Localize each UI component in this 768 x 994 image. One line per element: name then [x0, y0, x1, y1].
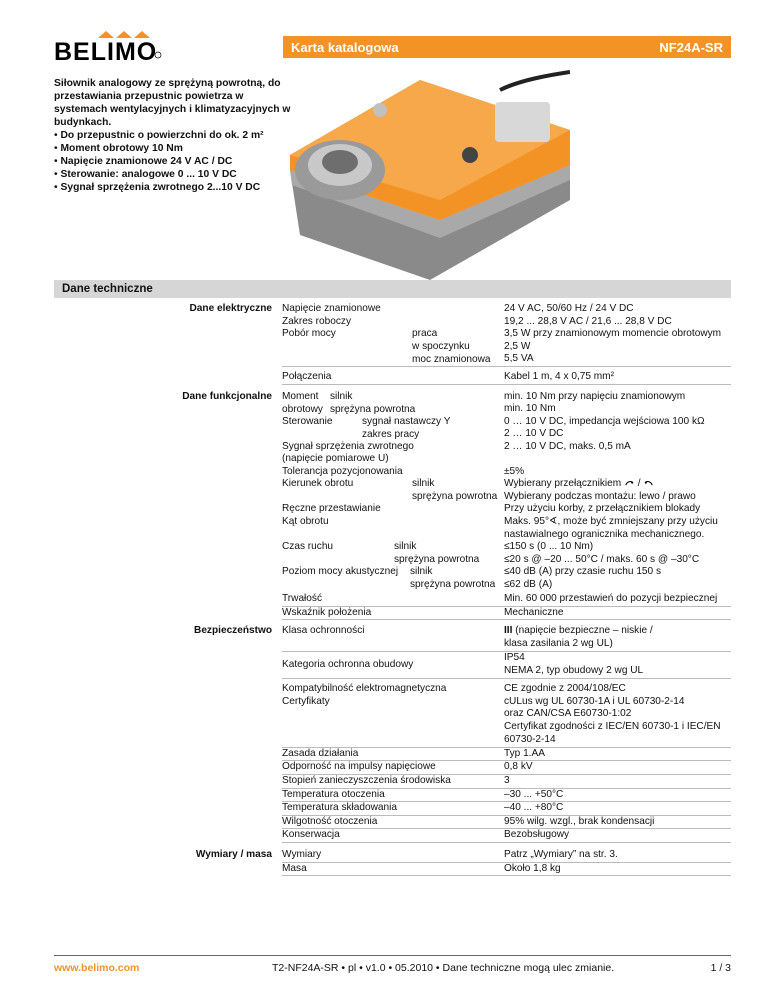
feature-item: • Sterowanie: analogowe 0 ... 10 V DC: [54, 168, 294, 181]
row-value-line: 2,5 W: [504, 340, 531, 352]
section-title: Dane techniczne: [54, 280, 731, 298]
table-row: [282, 789, 731, 803]
table-row: [282, 625, 731, 652]
row-value: [502, 478, 731, 503]
row-value: Min. 60 000 przestawień do pozycji bezpiecznej: [504, 592, 718, 604]
row-value: [502, 566, 731, 591]
table-row: [282, 849, 731, 863]
row-value: 2 … 10 V DC, maks. 0,5 mA: [504, 440, 631, 452]
row-value: 0,8 kV: [504, 761, 533, 773]
footer-website-link[interactable]: www.belimo.com: [54, 962, 140, 974]
row-value-line: ≤40 dB (A) przy czasie ruchu 150 s: [504, 565, 662, 577]
row-value: [502, 541, 731, 566]
footer-document-info: T2-NF24A-SR • pl • v1.0 • 05.2010 • Dane techniczne mogą ulec zmianie.: [272, 962, 615, 974]
row-value-line: Certyfikat zgodności z IEC/EN 60730-1 i IEC/EN: [504, 720, 721, 732]
row-value: Kabel 1 m, 4 x 0,75 mm²: [504, 371, 614, 383]
row-label-text: Moment: [282, 390, 319, 402]
row-value: [502, 696, 731, 747]
row-label: Wskaźnik położenia: [282, 606, 372, 618]
row-label-text: Kierunek obrotu: [282, 478, 354, 490]
row-value: 3: [504, 774, 510, 786]
row-value-line: min. 10 Nm przy napięciu znamionowym: [504, 390, 686, 402]
table-row: [282, 683, 731, 696]
table-row: [282, 416, 731, 441]
table-row: [282, 748, 731, 762]
group-title: Bezpieczeństwo: [194, 625, 272, 637]
group-dimensions: [54, 849, 731, 876]
row-value-line: ≤20 s @ –20 ... 50°C / maks. 60 s @ –30°C: [504, 553, 700, 565]
row-label: [282, 541, 502, 566]
row-label: [282, 566, 502, 591]
table-row: [282, 303, 731, 316]
table-row: [282, 541, 731, 566]
row-label: Wilgotność otoczenia: [282, 815, 378, 827]
row-label: Stopień zanieczyszczenia środowiska: [282, 774, 451, 786]
rotate-ccw-icon: [643, 478, 654, 487]
row-value-line: [504, 478, 731, 491]
row-label: Zakres roboczy: [282, 315, 351, 327]
row-value: [502, 328, 731, 366]
table-row: [282, 328, 731, 367]
table-row: [282, 696, 731, 748]
row-value-text: III: [504, 625, 513, 637]
row-label: Temperatura składowania: [282, 802, 398, 814]
feature-item: • Moment obrotowy 10 Nm: [54, 142, 294, 155]
row-label-text: Czas ruchu: [282, 540, 334, 552]
row-value: 19,2 ... 28,8 V AC / 21,6 ... 28,8 V DC: [504, 315, 672, 327]
row-label: Napięcie znamionowe: [282, 303, 381, 314]
rotate-cw-icon: [624, 478, 635, 487]
table-row: [282, 607, 731, 621]
row-value-line: Maks. 95°∢, może być zmniejszany przy użyciu: [504, 515, 718, 527]
row-label: Wymiary: [282, 848, 322, 860]
group-title: Dane funkcjonalne: [182, 390, 272, 402]
table-row: [282, 566, 731, 591]
row-label: Zasada działania: [282, 747, 359, 759]
row-value: Patrz „Wymiary” na str. 3.: [504, 848, 618, 860]
table-row: [282, 478, 731, 503]
row-value: Około 1,8 kg: [504, 862, 561, 874]
row-value-line: nastawialnego ogranicznika mechanicznego.: [504, 528, 705, 540]
table-row: [282, 391, 731, 416]
row-value: –40 ... +80°C: [504, 802, 564, 814]
intro-description: Siłownik analogowy ze sprężyną powrotną, do przestawiania przepustnic powietrza w systemach wentylacyjnych i klimatyzacyjnych w budynkach.: [54, 78, 291, 128]
row-value: [502, 625, 731, 651]
row-value-line: 3,5 W przy znamionowym momencie obrotowym: [504, 328, 722, 340]
row-value-line: 2 … 10 V DC: [504, 428, 564, 440]
table-row: [282, 516, 731, 541]
row-sublabel: sprężyna powrotna: [330, 403, 416, 415]
row-value: [502, 391, 731, 416]
row-label: [282, 478, 502, 503]
header-bar: [283, 36, 731, 58]
row-sublabel: silnik: [394, 540, 417, 552]
svg-text:BELIMO: BELIMO: [54, 38, 158, 61]
row-sublabel: moc znamionowa: [412, 354, 491, 366]
row-value-line: Wybierany podczas montażu: lewo / prawo: [504, 490, 696, 502]
table-row: [282, 802, 731, 816]
row-value-line: 60730-2-14: [504, 733, 556, 745]
row-value: Bezobsługowy: [504, 829, 570, 841]
row-sublabel: sprężyna powrotna: [412, 491, 498, 503]
row-sublabel: sprężyna powrotna: [410, 578, 496, 590]
header-model: NF24A-SR: [659, 39, 723, 55]
row-sublabel: sygnał nastawczy Y: [362, 415, 451, 427]
actuator-product-image: [270, 60, 570, 280]
intro: [54, 77, 294, 194]
row-value: 24 V AC, 50/60 Hz / 24 V DC: [504, 303, 634, 314]
row-label: Odporność na impulsy napięciowe: [282, 761, 436, 773]
row-sublabel: zakres pracy: [362, 428, 420, 440]
row-label: Tolerancja pozycjonowania: [282, 465, 403, 477]
row-value-line: [504, 625, 731, 638]
row-label: [282, 416, 502, 441]
row-sublabel: silnik: [412, 478, 435, 490]
row-label-text: Poziom mocy akustycznej: [282, 565, 399, 577]
row-value-line: min. 10 Nm: [504, 403, 556, 415]
row-value: –30 ... +50°C: [504, 788, 564, 800]
table-row: [282, 816, 731, 830]
row-value-text: /: [637, 478, 641, 490]
table-row: [282, 761, 731, 775]
row-value: ±5%: [504, 465, 525, 477]
row-label: Masa: [282, 862, 307, 874]
row-value: 95% wilg. wzgl., brak kondensacji: [504, 815, 655, 827]
table-row: [282, 371, 731, 385]
row-value-line: cULus wg UL 60730-1A i UL 60730-2-14: [504, 695, 685, 707]
header-title: Karta katalogowa: [291, 39, 399, 55]
group-functional: [54, 391, 731, 620]
row-label: Kategoria ochronna obudowy: [282, 659, 414, 671]
row-value-line: 0 … 10 V DC, impedancja wejściowa 100 kΩ: [504, 415, 705, 427]
table-row: [282, 441, 731, 466]
spec-table: [54, 303, 731, 876]
feature-list: [54, 129, 294, 194]
row-value: [502, 516, 731, 541]
row-value: [502, 652, 731, 678]
row-sublabel: praca: [412, 328, 438, 340]
group-safety: [54, 625, 731, 843]
row-sublabel: silnik: [330, 390, 353, 402]
row-value-text: Wybierany przełącznikiem: [504, 478, 622, 490]
row-value-text: (napięcie bezpieczne – niskie /: [512, 625, 653, 637]
row-label: Konserwacja: [282, 829, 340, 841]
row-label: Trwałość: [282, 592, 323, 604]
row-value-line: NEMA 2, typ obudowy 2 wg UL: [504, 664, 644, 676]
row-value: CE zgodnie z 2004/108/EC: [504, 683, 626, 695]
row-value-line: klasa zasilania 2 wg UL): [504, 637, 613, 649]
row-label: Kąt obrotu: [282, 515, 329, 527]
footer-divider: [54, 955, 731, 956]
table-row: [282, 593, 731, 607]
row-value-line: ≤62 dB (A): [504, 578, 553, 590]
row-value-line: IP54: [504, 652, 525, 664]
row-label: [282, 328, 502, 366]
row-label-text: Sterowanie: [282, 415, 333, 427]
row-label: Połączenia: [282, 371, 332, 383]
row-label: Certyfikaty: [282, 695, 330, 707]
page-number: 1 / 3: [710, 962, 731, 974]
row-label: Ręczne przestawianie: [282, 503, 381, 515]
row-label: Klasa ochronności: [282, 625, 365, 637]
row-value: [502, 416, 731, 441]
group-title: Dane elektryczne: [189, 303, 272, 314]
group-electrical: [54, 303, 731, 385]
row-sublabel: sprężyna powrotna: [394, 553, 480, 565]
row-label: Temperatura otoczenia: [282, 788, 385, 800]
table-row: [282, 829, 731, 843]
row-value: Przy użyciu korby, z przełącznikiem blokady: [504, 503, 701, 515]
row-label: [282, 391, 502, 416]
feature-item: • Napięcie znamionowe 24 V AC / DC: [54, 155, 294, 168]
row-label: [282, 441, 502, 466]
row-label-text: obrotowy: [282, 403, 323, 415]
row-sublabel: silnik: [410, 565, 433, 577]
row-label-text: Sygnał sprzężenia zwrotnego: [282, 440, 414, 452]
row-label-text: Pobór mocy: [282, 328, 336, 340]
row-value-line: 5,5 VA: [504, 353, 534, 365]
table-row: [282, 503, 731, 516]
table-row: [282, 863, 731, 877]
feature-item: • Sygnał sprzężenia zwrotnego 2...10 V DC: [54, 181, 294, 194]
belimo-logo: [54, 31, 164, 61]
row-sublabel: w spoczynku: [412, 341, 470, 353]
row-value: Mechaniczne: [504, 606, 564, 618]
table-row: [282, 466, 731, 479]
row-value-line: ≤150 s (0 ... 10 Nm): [504, 540, 594, 552]
feature-item: • Do przepustnic o powierzchni do ok. 2 m²: [54, 129, 294, 142]
row-label-text: (napięcie pomiarowe U): [282, 453, 389, 465]
row-value-line: oraz CAN/CSA E60730-1:02: [504, 708, 632, 720]
group-title: Wymiary / masa: [195, 848, 272, 860]
table-row: [282, 316, 731, 329]
row-value: Typ 1.AA: [504, 747, 545, 759]
table-row: [282, 652, 731, 679]
table-row: [282, 775, 731, 789]
row-label: Kompatybilność elektromagnetyczna: [282, 683, 447, 695]
